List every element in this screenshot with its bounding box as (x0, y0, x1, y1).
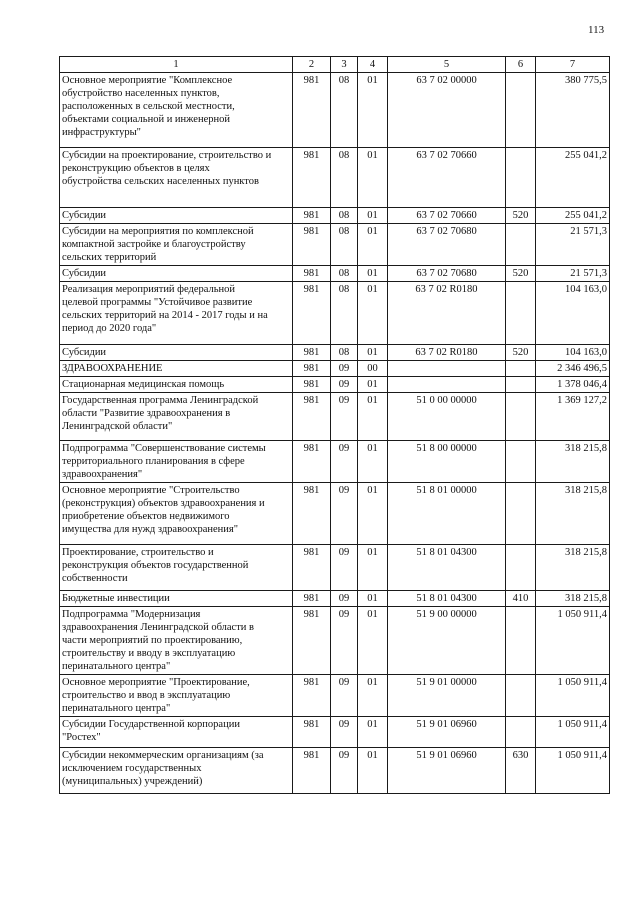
row-name-cell (60, 148, 293, 208)
row-admin-code-cell: 981 (293, 717, 331, 748)
row-section-cell: 09 (331, 393, 358, 441)
table-header-row (60, 57, 610, 73)
row-section-cell: 09 (331, 361, 358, 377)
row-expense-type-cell (506, 224, 536, 266)
row-amount-cell: 1 369 127,2 (536, 393, 610, 441)
row-admin-code-cell: 981 (293, 377, 331, 393)
row-amount-cell: 380 775,5 (536, 73, 610, 148)
row-section-cell: 09 (331, 591, 358, 607)
row-subsection-cell: 01 (358, 345, 388, 361)
row-amount-cell: 21 571,3 (536, 224, 610, 266)
header-cell-col7: 7 (536, 57, 610, 73)
row-name-cell (60, 483, 293, 545)
table-row (60, 73, 610, 148)
row-name-text: Реализация мероприятий федеральной целевой программы "Устойчивое развитие сельских территорий на 2014 - 2017 годы и на период до 2020 года" (62, 284, 268, 334)
row-name-text: Субсидии Государственной корпорации "Ростех" (62, 719, 240, 743)
row-subsection-cell: 01 (358, 208, 388, 224)
header-cell-col2: 2 (293, 57, 331, 73)
row-name-cell (60, 545, 293, 591)
row-amount-cell: 318 215,8 (536, 591, 610, 607)
table-row (60, 748, 610, 794)
row-admin-code-cell: 981 (293, 441, 331, 483)
row-subsection-cell: 01 (358, 441, 388, 483)
row-section-cell: 09 (331, 717, 358, 748)
row-subsection-cell: 01 (358, 717, 388, 748)
table-row (60, 361, 610, 377)
row-subsection-cell: 01 (358, 748, 388, 794)
row-expense-type-cell: 520 (506, 266, 536, 282)
row-name-text: Подпрограмма "Модернизация здравоохранения Ленинградской области в части мероприятий по проектированию, строительству и вводу в эксплуатацию перинатального центра" (62, 609, 254, 672)
row-subsection-cell: 01 (358, 675, 388, 717)
row-admin-code-cell: 981 (293, 148, 331, 208)
row-name-text: ЗДРАВООХРАНЕНИЕ (62, 363, 163, 374)
row-subsection-cell: 01 (358, 607, 388, 675)
row-section-cell: 08 (331, 282, 358, 345)
row-name-text: Основное мероприятие "Комплексное обустройство населенных пунктов, расположенных в сельской местности, объектами социальной и инженерной инфраструктуры" (62, 75, 235, 138)
row-amount-cell: 21 571,3 (536, 266, 610, 282)
row-amount-cell: 2 346 496,5 (536, 361, 610, 377)
header-cell-col1: 1 (60, 57, 293, 73)
row-target-article-cell: 63 7 02 70680 (388, 266, 506, 282)
row-expense-type-cell: 410 (506, 591, 536, 607)
row-expense-type-cell: 630 (506, 748, 536, 794)
row-admin-code-cell: 981 (293, 266, 331, 282)
header-cell-col5: 5 (388, 57, 506, 73)
row-expense-type-cell (506, 545, 536, 591)
row-name-text: Подпрограмма "Совершенствование системы территориального планирования в сфере здравоохранения" (62, 443, 266, 480)
row-amount-cell: 1 050 911,4 (536, 675, 610, 717)
row-section-cell: 09 (331, 377, 358, 393)
row-amount-cell: 255 041,2 (536, 208, 610, 224)
row-admin-code-cell: 981 (293, 208, 331, 224)
row-subsection-cell: 01 (358, 224, 388, 266)
row-amount-cell: 1 050 911,4 (536, 717, 610, 748)
row-amount-cell: 1 050 911,4 (536, 748, 610, 794)
row-target-article-cell: 63 7 02 70660 (388, 148, 506, 208)
row-name-cell (60, 224, 293, 266)
row-name-text: Бюджетные инвестиции (62, 593, 170, 604)
row-target-article-cell: 51 8 01 04300 (388, 545, 506, 591)
row-subsection-cell: 01 (358, 266, 388, 282)
header-cell-col4: 4 (358, 57, 388, 73)
row-expense-type-cell (506, 73, 536, 148)
row-target-article-cell: 51 8 01 00000 (388, 483, 506, 545)
table-row (60, 483, 610, 545)
row-expense-type-cell (506, 361, 536, 377)
row-amount-cell: 318 215,8 (536, 545, 610, 591)
row-name-cell (60, 393, 293, 441)
row-name-text: Субсидии (62, 268, 107, 279)
row-name-text: Субсидии некоммерческим организациям (за исключением государственных (муниципальных) учреждений) (62, 750, 264, 787)
row-name-text: Основное мероприятие "Проектирование, строительство и ввод в эксплуатацию перинатального центра" (62, 677, 250, 714)
row-name-cell (60, 675, 293, 717)
table-row (60, 545, 610, 591)
row-expense-type-cell (506, 441, 536, 483)
row-name-text: Субсидии (62, 347, 107, 358)
row-name-text: Субсидии на мероприятия по комплексной компактной застройке и благоустройству сельских территорий (62, 226, 254, 263)
row-name-cell (60, 361, 293, 377)
row-target-article-cell: 63 7 02 70660 (388, 208, 506, 224)
row-subsection-cell: 01 (358, 591, 388, 607)
row-section-cell: 08 (331, 148, 358, 208)
row-name-cell (60, 607, 293, 675)
table-row (60, 266, 610, 282)
row-admin-code-cell: 981 (293, 483, 331, 545)
row-name-cell (60, 208, 293, 224)
table-row (60, 441, 610, 483)
row-subsection-cell: 01 (358, 377, 388, 393)
row-section-cell: 09 (331, 748, 358, 794)
row-section-cell: 08 (331, 224, 358, 266)
row-expense-type-cell (506, 148, 536, 208)
table-row (60, 282, 610, 345)
header-cell-col3: 3 (331, 57, 358, 73)
row-admin-code-cell: 981 (293, 545, 331, 591)
row-expense-type-cell (506, 483, 536, 545)
row-target-article-cell: 51 9 00 00000 (388, 607, 506, 675)
row-admin-code-cell: 981 (293, 73, 331, 148)
row-subsection-cell: 00 (358, 361, 388, 377)
row-subsection-cell: 01 (358, 73, 388, 148)
row-name-cell (60, 282, 293, 345)
row-section-cell: 09 (331, 441, 358, 483)
row-expense-type-cell (506, 607, 536, 675)
table-row (60, 717, 610, 748)
row-expense-type-cell: 520 (506, 345, 536, 361)
table-row (60, 377, 610, 393)
table-row (60, 345, 610, 361)
row-section-cell: 08 (331, 73, 358, 148)
row-name-text: Проектирование, строительство и реконструкция объектов государственной собственности (62, 547, 249, 584)
row-target-article-cell: 51 9 01 06960 (388, 748, 506, 794)
table-row (60, 607, 610, 675)
row-target-article-cell (388, 361, 506, 377)
row-admin-code-cell: 981 (293, 224, 331, 266)
row-expense-type-cell (506, 393, 536, 441)
row-name-cell (60, 73, 293, 148)
row-section-cell: 08 (331, 208, 358, 224)
row-name-text: Субсидии (62, 210, 107, 221)
row-name-cell (60, 345, 293, 361)
row-name-text: Субсидии на проектирование, строительство и реконструкцию объектов в целях обустройства сельских населенных пунктов (62, 150, 272, 187)
row-admin-code-cell: 981 (293, 393, 331, 441)
row-target-article-cell: 51 8 00 00000 (388, 441, 506, 483)
row-section-cell: 09 (331, 675, 358, 717)
header-cell-col6: 6 (506, 57, 536, 73)
row-admin-code-cell: 981 (293, 345, 331, 361)
row-subsection-cell: 01 (358, 393, 388, 441)
row-subsection-cell: 01 (358, 282, 388, 345)
row-section-cell: 08 (331, 266, 358, 282)
row-name-text: Основное мероприятие "Строительство (реконструкция) объектов здравоохранения и приобретение объектов недвижимого имущества для нужд здравоохранения" (62, 485, 265, 535)
row-expense-type-cell (506, 675, 536, 717)
page-number: 113 (588, 24, 605, 36)
row-admin-code-cell: 981 (293, 361, 331, 377)
row-name-cell (60, 717, 293, 748)
row-section-cell: 09 (331, 545, 358, 591)
row-expense-type-cell (506, 717, 536, 748)
row-target-article-cell: 63 7 02 70680 (388, 224, 506, 266)
row-name-cell (60, 441, 293, 483)
table-row (60, 393, 610, 441)
row-admin-code-cell: 981 (293, 607, 331, 675)
row-target-article-cell (388, 377, 506, 393)
row-target-article-cell: 63 7 02 R0180 (388, 282, 506, 345)
row-name-cell (60, 266, 293, 282)
table-row (60, 148, 610, 208)
row-amount-cell: 104 163,0 (536, 282, 610, 345)
row-amount-cell: 1 378 046,4 (536, 377, 610, 393)
row-subsection-cell: 01 (358, 483, 388, 545)
row-target-article-cell: 51 0 00 00000 (388, 393, 506, 441)
row-name-cell (60, 748, 293, 794)
row-amount-cell: 255 041,2 (536, 148, 610, 208)
row-admin-code-cell: 981 (293, 591, 331, 607)
row-section-cell: 08 (331, 345, 358, 361)
table-body (60, 57, 610, 794)
row-amount-cell: 1 050 911,4 (536, 607, 610, 675)
row-name-cell (60, 591, 293, 607)
row-expense-type-cell: 520 (506, 208, 536, 224)
table-row (60, 591, 610, 607)
row-admin-code-cell: 981 (293, 282, 331, 345)
row-name-cell (60, 377, 293, 393)
table-row (60, 208, 610, 224)
table-row (60, 224, 610, 266)
row-amount-cell: 318 215,8 (536, 441, 610, 483)
row-target-article-cell: 63 7 02 00000 (388, 73, 506, 148)
row-subsection-cell: 01 (358, 545, 388, 591)
row-admin-code-cell: 981 (293, 675, 331, 717)
row-name-text: Стационарная медицинская помощь (62, 379, 225, 390)
row-expense-type-cell (506, 282, 536, 345)
row-section-cell: 09 (331, 607, 358, 675)
table-row (60, 675, 610, 717)
row-amount-cell: 318 215,8 (536, 483, 610, 545)
budget-table (59, 56, 610, 794)
row-target-article-cell: 51 9 01 06960 (388, 717, 506, 748)
row-expense-type-cell (506, 377, 536, 393)
row-amount-cell: 104 163,0 (536, 345, 610, 361)
row-name-text: Государственная программа Ленинградской области "Развитие здравоохранения в Ленинградской области" (62, 395, 259, 432)
row-target-article-cell: 51 9 01 00000 (388, 675, 506, 717)
row-target-article-cell: 63 7 02 R0180 (388, 345, 506, 361)
row-target-article-cell: 51 8 01 04300 (388, 591, 506, 607)
row-subsection-cell: 01 (358, 148, 388, 208)
row-section-cell: 09 (331, 483, 358, 545)
row-admin-code-cell: 981 (293, 748, 331, 794)
